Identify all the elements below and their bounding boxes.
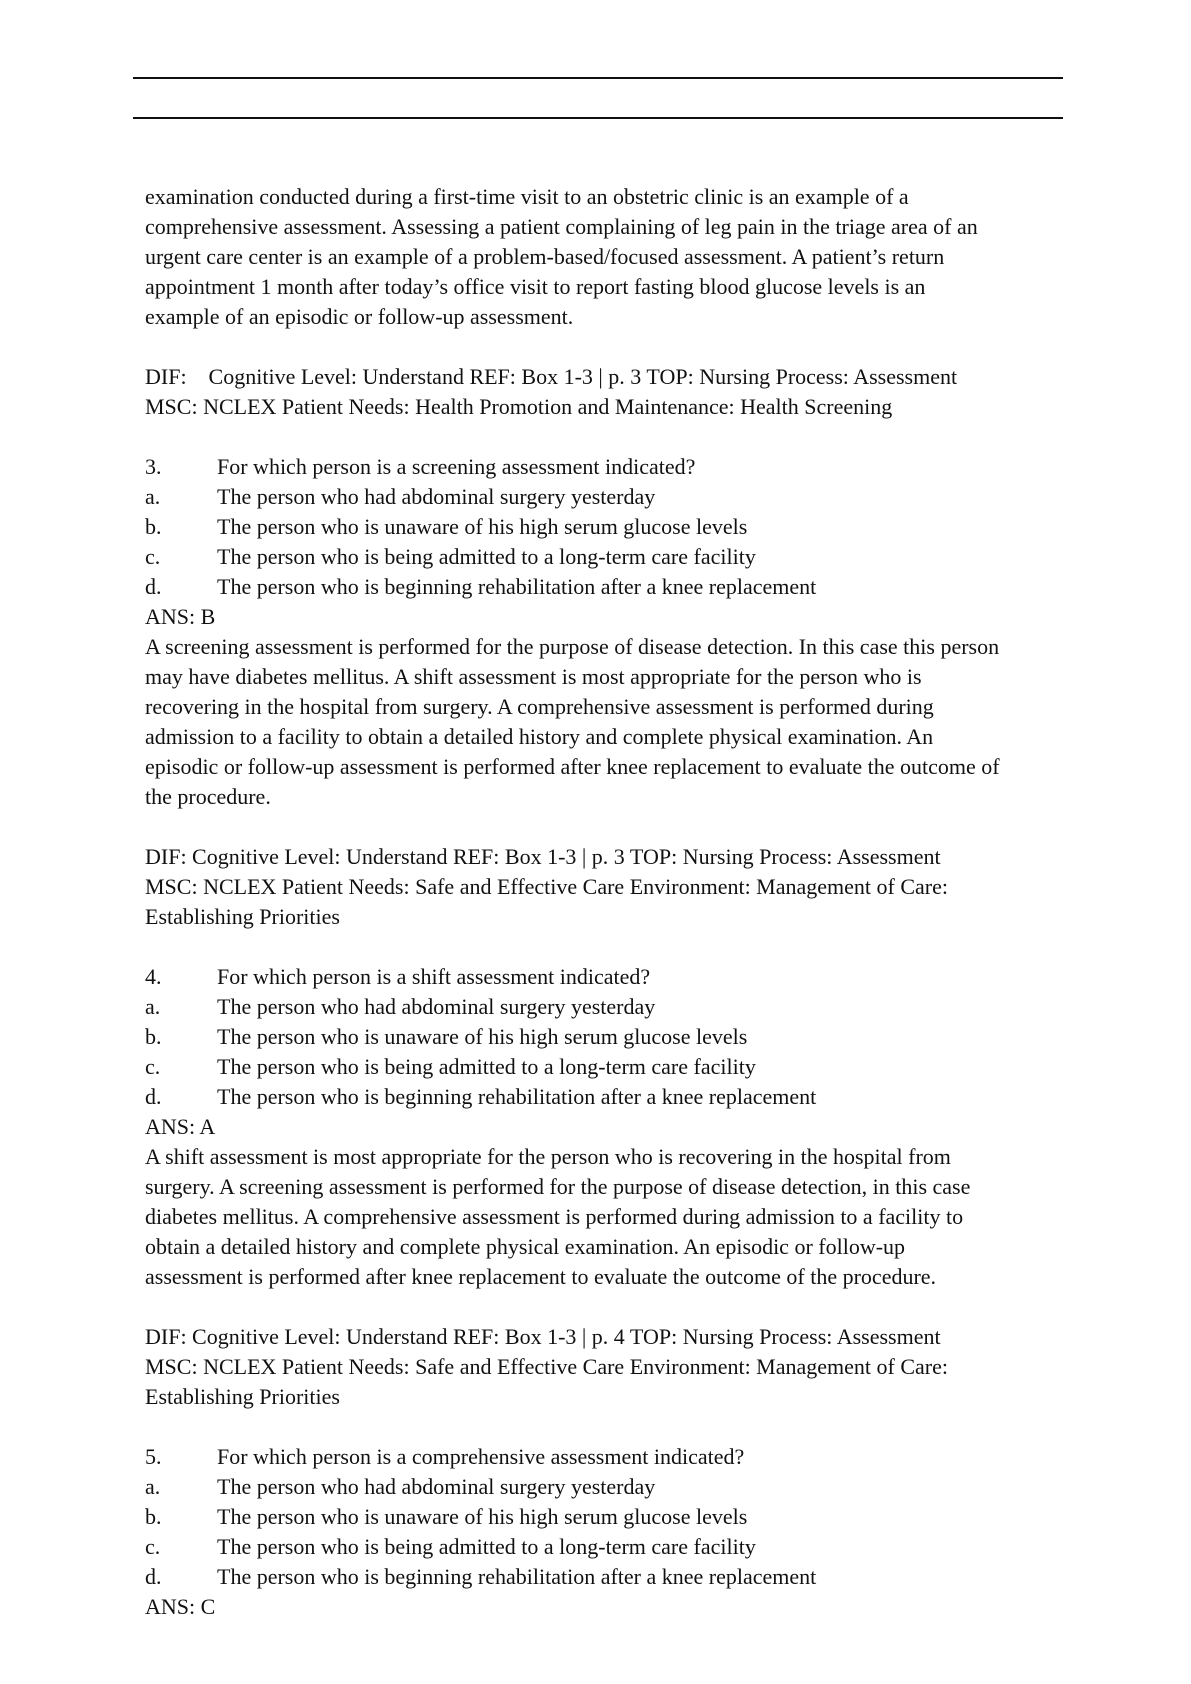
- question-5: [145, 1442, 1060, 1622]
- text-line: comprehensive assessment. Assessing a patient complaining of leg pain in the triage area of an: [145, 214, 978, 239]
- answer-option: [145, 1562, 1060, 1592]
- text-line: episodic or follow-up assessment is performed after knee replacement to evaluate the outcome of: [145, 754, 1000, 779]
- option-text: The person who is beginning rehabilitation after a knee replacement: [217, 1564, 817, 1589]
- answer-option: [145, 572, 1060, 602]
- question-3: [145, 452, 1060, 932]
- option-letter: c.: [145, 1534, 161, 1559]
- text-line: surgery. A screening assessment is performed for the purpose of disease detection, in this case: [145, 1174, 971, 1199]
- option-text: The person who is beginning rehabilitation after a knee replacement: [217, 1084, 817, 1109]
- header-rule-top: [133, 77, 1063, 79]
- option-text: The person who is unaware of his high serum glucose levels: [217, 1024, 748, 1049]
- answer-option: [145, 1532, 1060, 1562]
- option-text: The person who is unaware of his high serum glucose levels: [217, 514, 748, 539]
- question-text: For which person is a comprehensive assessment indicated?: [217, 1444, 745, 1469]
- answer-option: [145, 512, 1060, 542]
- option-text: The person who had abdominal surgery yesterday: [217, 1474, 656, 1499]
- option-text: The person who is beginning rehabilitation after a knee replacement: [217, 574, 817, 599]
- text-line: Establishing Priorities: [145, 1384, 340, 1409]
- option-letter: a.: [145, 484, 161, 509]
- text-line: DIF: Cognitive Level: Understand REF: Box 1-3 | p. 3 TOP: Nursing Process: Assessment: [145, 364, 958, 389]
- text-line: appointment 1 month after today’s office visit to report fasting blood glucose levels is an: [145, 274, 926, 299]
- answer-key: ANS: B: [145, 604, 216, 629]
- text-line: may have diabetes mellitus. A shift assessment is most appropriate for the person who is: [145, 664, 922, 689]
- option-letter: d.: [145, 574, 162, 599]
- option-text: The person who had abdominal surgery yesterday: [217, 994, 656, 1019]
- option-letter: d.: [145, 1084, 162, 1109]
- option-letter: c.: [145, 1054, 161, 1079]
- text-line: DIF: Cognitive Level: Understand REF: Box 1-3 | p. 3 TOP: Nursing Process: Assessment: [145, 844, 941, 869]
- question-number: 3.: [145, 454, 162, 479]
- question-text: For which person is a screening assessment indicated?: [217, 454, 696, 479]
- question-text: For which person is a shift assessment indicated?: [217, 964, 651, 989]
- text-line: admission to a facility to obtain a detailed history and complete physical examination. An: [145, 724, 934, 749]
- text-line: obtain a detailed history and complete physical examination. An episodic or follow-up: [145, 1234, 906, 1259]
- option-text: The person who is being admitted to a long-term care facility: [217, 1534, 756, 1559]
- intro-paragraph: [145, 182, 1060, 332]
- text-line: MSC: NCLEX Patient Needs: Safe and Effective Care Environment: Management of Care:: [145, 874, 948, 899]
- answer-key: ANS: A: [145, 1114, 216, 1139]
- text-line: A screening assessment is performed for the purpose of disease detection. In this case this person: [145, 634, 1000, 659]
- answer-option: [145, 1502, 1060, 1532]
- question-metadata: [145, 842, 1060, 932]
- question-number: 5.: [145, 1444, 162, 1469]
- option-text: The person who is being admitted to a long-term care facility: [217, 1054, 756, 1079]
- answer-option: [145, 1052, 1060, 1082]
- header-rule-bottom: [133, 117, 1063, 119]
- rationale: [145, 632, 1060, 812]
- answer-option: [145, 482, 1060, 512]
- answer-option: [145, 1022, 1060, 1052]
- question-stem: [145, 1442, 1060, 1472]
- option-text: The person who is being admitted to a long-term care facility: [217, 544, 756, 569]
- text-line: diabetes mellitus. A comprehensive assessment is performed during admission to a facility to: [145, 1204, 964, 1229]
- option-text: The person who had abdominal surgery yesterday: [217, 484, 656, 509]
- answer-option: [145, 1472, 1060, 1502]
- text-line: A shift assessment is most appropriate for the person who is recovering in the hospital from: [145, 1144, 951, 1169]
- question-number: 4.: [145, 964, 162, 989]
- text-line: MSC: NCLEX Patient Needs: Safe and Effective Care Environment: Management of Care:: [145, 1354, 948, 1379]
- option-letter: d.: [145, 1564, 162, 1589]
- question-stem: [145, 962, 1060, 992]
- question-2-metadata: [145, 362, 1060, 422]
- text-line: DIF: Cognitive Level: Understand REF: Box 1-3 | p. 4 TOP: Nursing Process: Assessment: [145, 1324, 941, 1349]
- text-line: examination conducted during a first-time visit to an obstetric clinic is an example of a: [145, 184, 909, 209]
- text-line: the procedure.: [145, 784, 271, 809]
- option-letter: a.: [145, 1474, 161, 1499]
- question-stem: [145, 452, 1060, 482]
- answer-option: [145, 992, 1060, 1022]
- text-line: recovering in the hospital from surgery. A comprehensive assessment is performed during: [145, 694, 934, 719]
- answer-key: ANS: C: [145, 1594, 216, 1619]
- option-text: The person who is unaware of his high serum glucose levels: [217, 1504, 748, 1529]
- question-4: [145, 962, 1060, 1412]
- option-letter: b.: [145, 514, 162, 539]
- option-letter: a.: [145, 994, 161, 1019]
- text-line: urgent care center is an example of a problem-based/focused assessment. A patient’s return: [145, 244, 945, 269]
- text-line: assessment is performed after knee replacement to evaluate the outcome of the procedure.: [145, 1264, 937, 1289]
- text-line: MSC: NCLEX Patient Needs: Health Promotion and Maintenance: Health Screening: [145, 394, 893, 419]
- question-metadata: [145, 1322, 1060, 1412]
- document-body: [145, 182, 1060, 1622]
- option-letter: c.: [145, 544, 161, 569]
- text-line: example of an episodic or follow-up assessment.: [145, 304, 574, 329]
- option-letter: b.: [145, 1504, 162, 1529]
- answer-option: [145, 542, 1060, 572]
- answer-option: [145, 1082, 1060, 1112]
- option-letter: b.: [145, 1024, 162, 1049]
- rationale: [145, 1142, 1060, 1292]
- text-line: Establishing Priorities: [145, 904, 340, 929]
